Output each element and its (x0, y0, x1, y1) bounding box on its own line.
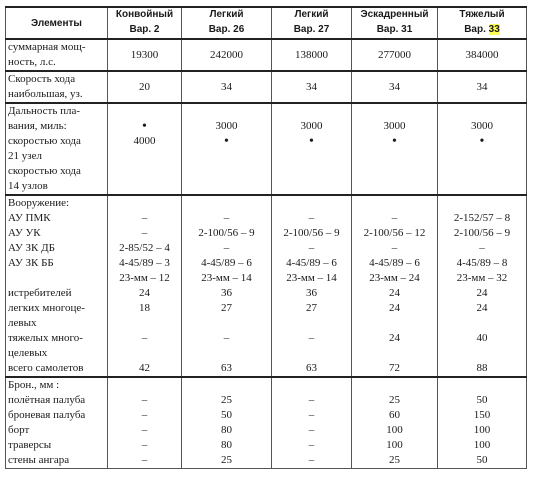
armament-c4-line-6: 23-мм – 24 (369, 272, 420, 284)
armor-label-line-5: траверсы (8, 439, 52, 451)
range-value-1b: 4000 (133, 135, 156, 147)
armament-c4-line-4: – (391, 242, 398, 254)
armament-c2-line-10: – (223, 332, 230, 344)
armament-c1-line-2: – (141, 212, 148, 224)
range-value-4a: 3000 (383, 120, 406, 132)
armament-c1-line-5: 4-45/89 – 3 (119, 257, 170, 269)
power-value-4: 277000 (352, 39, 438, 71)
armament-col-3 (272, 195, 352, 377)
speed-label-line-2: наибольшая, уз. (8, 88, 83, 100)
header-col-1: Конвойный Вар. 2 (108, 7, 182, 39)
armor-c5-line-4: 100 (473, 424, 491, 436)
armament-c1-line-9 (110, 316, 179, 331)
speed-value-2: 34 (182, 71, 272, 103)
range-value-2a: 3000 (215, 120, 238, 132)
armament-c5-line-7: 24 (476, 287, 488, 299)
armor-c2-line-2: 25 (221, 394, 232, 406)
header-elements: Элементы (6, 7, 108, 39)
armament-c2-line-2: – (223, 212, 230, 224)
armor-c1-line-1 (110, 378, 179, 393)
armor-c5-line-2: 50 (476, 394, 488, 406)
armor-label (6, 377, 108, 469)
armament-c2-line-6: 23-мм – 14 (201, 272, 252, 284)
armament-c1-line-1 (110, 196, 179, 211)
armament-c5-line-2: 2-152/57 – 8 (453, 212, 511, 224)
armament-label-line-12: всего самолетов (8, 362, 84, 374)
armament-col-5 (438, 195, 527, 377)
power-value-2: 242000 (182, 39, 272, 71)
armament-c3-line-3: 2-100/56 – 9 (283, 227, 340, 239)
armor-c1-line-4: – (141, 424, 148, 436)
armor-col-3 (272, 377, 352, 469)
armament-c2-line-3: 2-100/56 – 9 (198, 227, 255, 239)
armor-label-line-4: борт (8, 424, 30, 436)
armament-col-2 (182, 195, 272, 377)
armor-c3-line-3: – (308, 409, 315, 421)
armor-c4-line-2: 25 (389, 394, 400, 406)
power-value-5: 384000 (438, 39, 527, 71)
highlighted-variant-number: 33 (488, 24, 500, 35)
armament-c1-line-3: – (141, 227, 148, 239)
armament-label-line-4: АУ ЗК ДБ (8, 242, 55, 254)
armament-label-line-3: АУ УК (8, 227, 41, 239)
armor-label-line-6: стены ангара (8, 454, 70, 466)
armor-c3-line-2: – (308, 394, 315, 406)
armor-c1-line-6: – (141, 454, 148, 466)
armament-c5-line-11 (440, 346, 524, 361)
armor-c5-line-6: 50 (476, 454, 488, 466)
armament-c5-line-9 (440, 316, 524, 331)
armament-c5-line-4: – (479, 242, 485, 254)
armament-c1-line-8: 18 (139, 302, 150, 314)
range-label-line-6: 14 узлов (8, 180, 48, 192)
armor-c5-line-5: 100 (473, 439, 491, 451)
range-value-3a: 3000 (300, 120, 323, 132)
armament-c1-line-7: 24 (139, 287, 150, 299)
range-col-4 (352, 103, 438, 195)
armament-c2-line-5: 4-45/89 – 6 (201, 257, 252, 269)
armament-c5-line-5: 4-45/89 – 8 (456, 257, 508, 269)
range-value-4b: • (392, 134, 397, 149)
range-label-line-4: 21 узел (8, 150, 42, 162)
armament-c3-line-10: – (308, 332, 315, 344)
armament-section (6, 195, 527, 377)
armament-c3-line-7: 36 (306, 287, 317, 299)
power-label (6, 39, 108, 71)
armament-c1-line-6: 23-мм – 12 (119, 272, 170, 284)
armament-label-line-5: АУ ЗК ББ (8, 257, 54, 269)
armament-label-line-9: левых (8, 317, 37, 329)
range-label-line-5: скоростью хода (8, 165, 81, 177)
armament-c5-line-8: 24 (476, 302, 488, 314)
armor-col-5 (438, 377, 527, 469)
armament-label-line-6 (8, 271, 105, 286)
range-value-5a: 3000 (471, 120, 493, 132)
header-col-3: Легкий Вар. 27 (272, 7, 352, 39)
armament-c2-line-9 (184, 316, 269, 331)
carrier-spec-table (5, 6, 527, 469)
range-value-5b: • (479, 134, 485, 149)
armor-c2-line-6: 25 (221, 454, 232, 466)
armament-c3-line-12: 63 (306, 362, 317, 374)
armament-c3-line-6: 23-мм – 14 (286, 272, 337, 284)
power-label-line-2: ность, л.с. (8, 56, 56, 68)
power-value-3: 138000 (272, 39, 352, 71)
speed-label-line-1: Скорость хода (8, 73, 76, 85)
range-value-1a: • (142, 119, 147, 134)
armor-c1-line-2: – (141, 394, 148, 406)
armor-c1-line-3: – (141, 409, 148, 421)
armament-c2-line-4: – (223, 242, 230, 254)
armament-label (6, 195, 108, 377)
armor-c3-line-1 (274, 378, 349, 393)
armament-c2-line-12: 63 (221, 362, 232, 374)
armament-c5-line-3: 2-100/56 – 9 (453, 227, 511, 239)
armament-c1-line-11 (110, 346, 179, 361)
armament-col-4 (352, 195, 438, 377)
armor-col-2 (182, 377, 272, 469)
range-label-line-2: вания, миль: (8, 120, 67, 132)
armor-c2-line-4: 80 (221, 424, 232, 436)
armament-c4-line-9 (354, 316, 435, 331)
armament-c3-line-4: – (308, 242, 315, 254)
power-section (6, 39, 527, 71)
armament-c4-line-11 (354, 346, 435, 361)
armament-c3-line-5: 4-45/89 – 6 (286, 257, 337, 269)
armament-col-1 (108, 195, 182, 377)
armament-label-line-8: легких многоце- (8, 302, 85, 314)
header-col-2: Легкий Вар. 26 (182, 7, 272, 39)
speed-value-3: 34 (272, 71, 352, 103)
armament-c3-line-11 (274, 346, 349, 361)
armor-c4-line-1 (354, 378, 435, 393)
range-value-2b: • (224, 134, 229, 149)
speed-value-4: 34 (352, 71, 438, 103)
armor-section (6, 377, 527, 469)
armament-c5-line-1 (440, 196, 524, 211)
armament-c1-line-12: 42 (139, 362, 150, 374)
armament-c3-line-9 (274, 316, 349, 331)
armament-c5-line-6: 23-мм – 32 (456, 272, 508, 284)
armament-c2-line-8: 27 (221, 302, 232, 314)
armor-c2-line-3: 50 (221, 409, 232, 421)
header-col-5: Тяжелый Вар. 33 (438, 7, 527, 39)
armament-c4-line-1 (354, 196, 435, 211)
armament-c5-line-12: 88 (476, 362, 488, 374)
range-label (6, 103, 108, 195)
armament-c2-line-11 (184, 346, 269, 361)
armament-c2-line-1 (184, 196, 269, 211)
armor-c1-line-5: – (141, 439, 148, 451)
speed-label (6, 71, 108, 103)
range-col-1 (108, 103, 182, 195)
armament-c5-line-10: 40 (476, 332, 488, 344)
armor-c4-line-5: 100 (386, 439, 403, 451)
armament-c3-line-2: – (308, 212, 315, 224)
range-col-5 (438, 103, 527, 195)
header-row (6, 7, 527, 39)
armament-c4-line-12: 72 (389, 362, 400, 374)
range-label-line-3: скоростью хода (8, 135, 81, 147)
armor-c2-line-1 (184, 378, 269, 393)
range-label-line-1: Дальность пла- (8, 105, 81, 117)
armament-c1-line-10: – (141, 332, 148, 344)
armament-c4-line-7: 24 (389, 287, 400, 299)
armament-c4-line-10: 24 (389, 332, 400, 344)
armor-label-line-3: броневая палуба (8, 409, 86, 421)
armament-c3-line-8: 27 (306, 302, 317, 314)
range-col-3 (272, 103, 352, 195)
armament-c1-line-4: 2-85/52 – 4 (119, 242, 170, 254)
range-col-2 (182, 103, 272, 195)
armament-label-line-2: АУ ПМК (8, 212, 51, 224)
armor-c3-line-5: – (308, 439, 315, 451)
armament-label-line-1: Вооружение: (8, 197, 70, 209)
armor-c3-line-6: – (308, 454, 315, 466)
armor-label-line-1: Брон., мм : (8, 379, 60, 391)
power-value-1: 19300 (108, 39, 182, 71)
armament-c2-line-7: 36 (221, 287, 232, 299)
armament-c3-line-1 (274, 196, 349, 211)
range-value-3b: • (309, 134, 314, 149)
armor-col-4 (352, 377, 438, 469)
range-section (6, 103, 527, 195)
header-col-4: Эскадренный Вар. 31 (352, 7, 438, 39)
armament-label-line-11: целевых (8, 347, 48, 359)
armor-c4-line-3: 60 (389, 409, 400, 421)
armament-c4-line-2: – (391, 212, 398, 224)
armor-c5-line-1 (440, 378, 524, 393)
armor-label-line-2: полётная палуба (8, 394, 86, 406)
speed-value-5: 34 (438, 71, 527, 103)
armor-c2-line-5: 80 (221, 439, 232, 451)
armament-label-line-7: истребителей (8, 287, 72, 299)
armor-c4-line-4: 100 (386, 424, 403, 436)
armor-c5-line-3: 150 (473, 409, 491, 421)
speed-section (6, 71, 527, 103)
armament-label-line-10: тяжелых много- (8, 332, 83, 344)
armor-c3-line-4: – (308, 424, 315, 436)
armor-col-1 (108, 377, 182, 469)
armament-c4-line-5: 4-45/89 – 6 (369, 257, 420, 269)
armor-c4-line-6: 25 (389, 454, 400, 466)
armament-c4-line-3: 2-100/56 – 12 (363, 227, 426, 239)
armament-c4-line-8: 24 (389, 302, 400, 314)
speed-value-1: 20 (108, 71, 182, 103)
power-label-line-1: суммарная мощ- (8, 41, 86, 53)
